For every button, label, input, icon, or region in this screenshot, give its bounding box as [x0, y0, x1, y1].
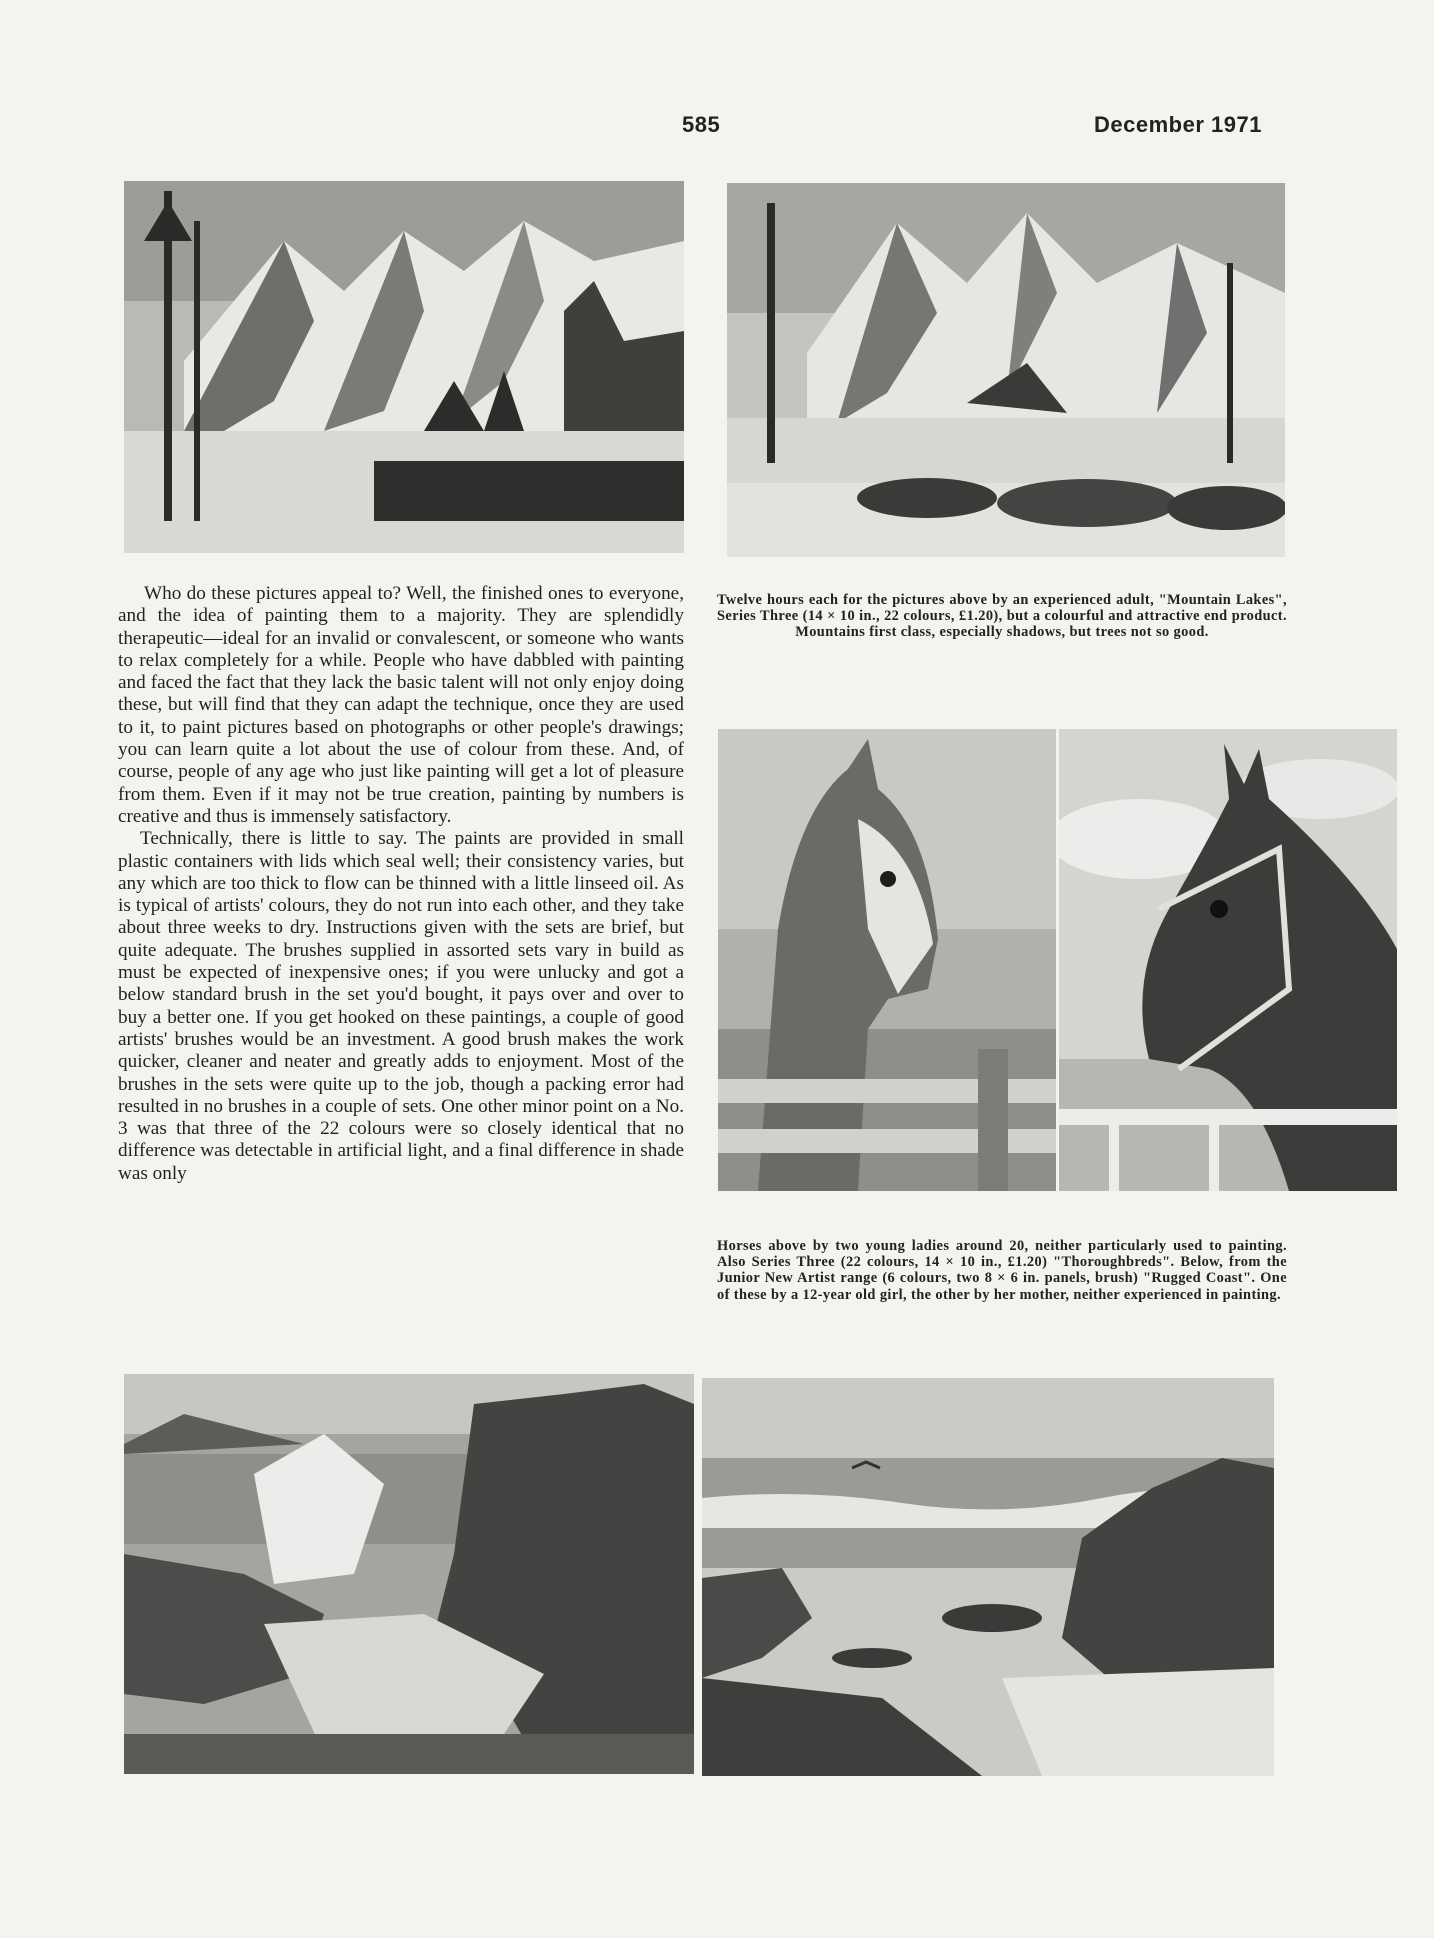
- caption-horse-and-coast-paintings: Horses above by two young ladies around 20, neither particularly used to painting. Also Series Three (22 colours, 14 × 10 in., £1.20) "Thoroughbreds". Below, from the Junior New Artist range (6 colours, two 8 × 6 in. panels, brush) "Rugged Coast". One of these by a 12-year old girl, the other by her mother, neither experienced in painting.: [717, 1238, 1287, 1303]
- issue-date: December 1971: [1094, 112, 1262, 137]
- coast-painting-right: [702, 1378, 1274, 1776]
- caption-mountain-paintings: Twelve hours each for the pictures above by an experienced adult, "Mountain Lakes", Series Three (14 × 10 in., 22 colours, £1.20), but a colourful and attractive end product. Mountains first class, especially shadows, but trees not so good.: [717, 592, 1287, 641]
- horse-painting-right: [1059, 729, 1397, 1191]
- mountain-painting-left: [124, 181, 684, 553]
- article-paragraph-2: Technically, there is little to say. The paints are provided in small plastic containers with lids which seal well; their consistency varies, but any which are too thick to flow can be thinned with a little linseed oil. As is typical of artists' colours, they do not run into each other, and they take about three weeks to dry. Instructions given with the sets are brief, but quite adequate. The brushes supplied in assorted sets vary in build as must be expected of inexpensive ones; if you were unlucky and got a below standard brush in the set you'd bought, it pays over and over to buy a better one. If you get hooked on these paintings, a couple of good artists' brushes would be an investment. A good brush makes the work quicker, cleaner and neater and greatly adds to enjoyment. Most of the brushes in the sets were quite up to the job, though a packing error had resulted in no brushes in a couple of sets. One other minor point on a No. 3 was that three of the 22 colours were so closely identical that no difference was detectable in artificial light, and a final difference in shade was only: [118, 828, 684, 1184]
- article-paragraph-1: Who do these pictures appeal to? Well, the finished ones to everyone, and the idea of painting them to a majority. They are splendidly therapeutic—ideal for an invalid or convalescent, or someone who wants to relax completely for a while. People who have dabbled with painting and faced the fact that they lack the basic talent will not only enjoy doing these, but will find that they can adapt the technique, once they are used to it, to paint pictures based on photographs or other people's drawings; you can learn quite a lot about the use of colour from these. And, of course, people of any age who just like painting will get a lot of pleasure from them. Even if it may not be true creation, painting by numbers is creative and thus is immensely satisfactory.: [118, 583, 684, 827]
- page-number: 585: [682, 112, 721, 137]
- article-body: [118, 583, 684, 1343]
- horse-painting-left: [718, 729, 1056, 1191]
- mountain-painting-right: [727, 183, 1285, 557]
- coast-painting-left: [124, 1374, 694, 1774]
